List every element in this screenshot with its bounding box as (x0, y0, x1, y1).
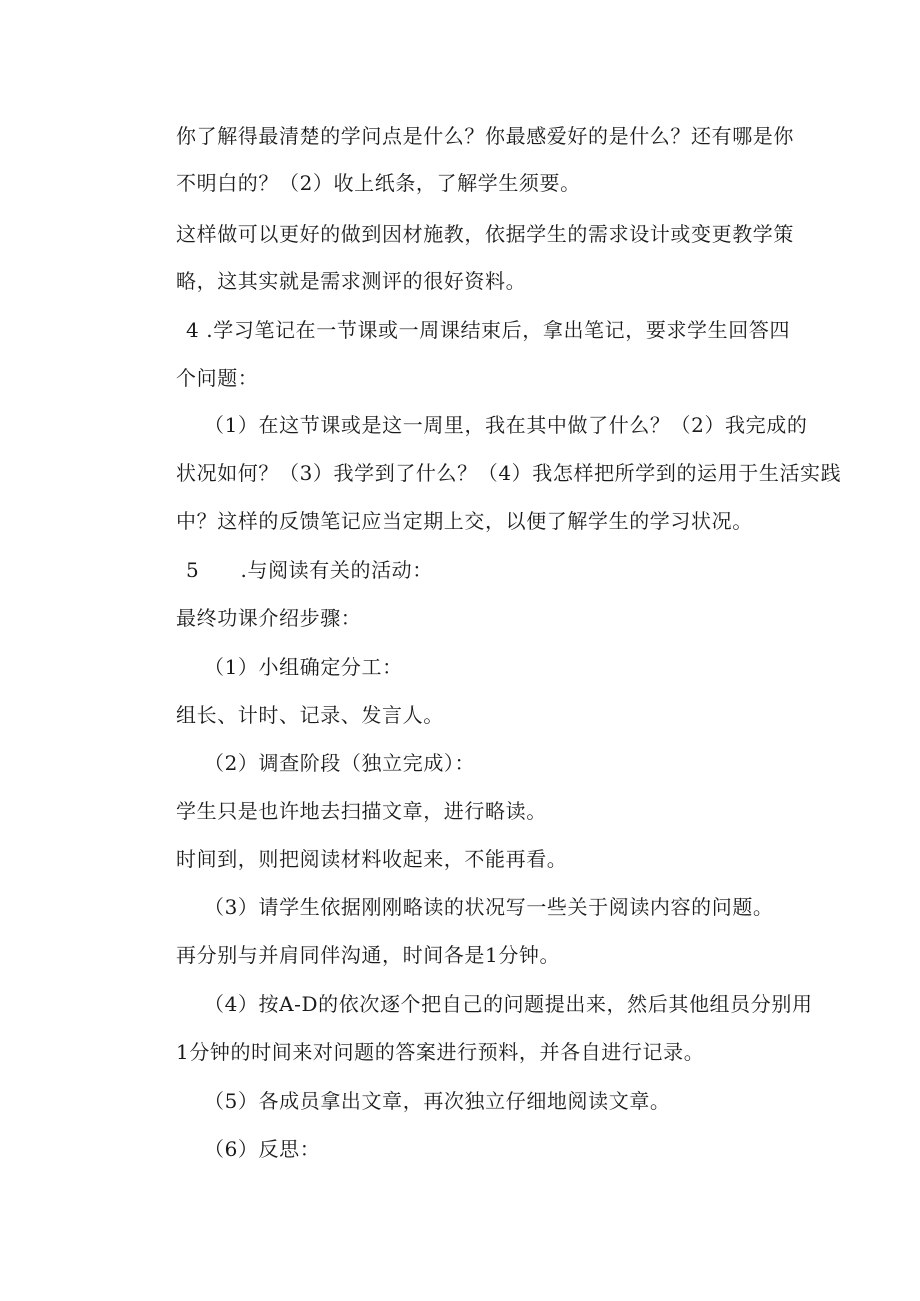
text-line: 1分钟的时间来对问题的答案进行预料，并各自进行记录。 (176, 1040, 705, 1064)
text-line: 5 .与阅读有关的活动： (186, 558, 433, 582)
text-line: 不明白的？（2）收上纸条，了解学生须要。 (176, 171, 581, 195)
text-line: 时间到，则把阅读材料收起来，不能再看。 (176, 847, 568, 871)
text-line: （3）请学生依据刚刚略读的状况写一些关于阅读内容的问题。 (204, 895, 774, 919)
text-line: （4）按A-D的依次逐个把自己的问题提出来，然后其他组员分别用 (204, 992, 813, 1016)
text-line: 学生只是也许地去扫描文章，进行略读。 (176, 799, 547, 823)
text-line: 4 .学习笔记在一节课或一周课结束后，拿出笔记，要求学生回答四 (186, 318, 791, 342)
text-line: 最终功课介绍步骤： (176, 606, 362, 630)
text-line: （1）小组确定分工： (204, 655, 403, 679)
text-line: 你了解得最清楚的学问点是什么？你最感爱好的是什么？还有哪是你 (176, 124, 794, 148)
text-line: 这样做可以更好的做到因材施教，依据学生的需求设计或变更教学策 (176, 222, 794, 246)
text-line: 中？这样的反馈笔记应当定期上交，以便了解学生的学习状况。 (176, 509, 753, 533)
text-line: 略，这其实就是需求测评的很好资料。 (176, 269, 527, 293)
text-line: （6）反思： (204, 1137, 321, 1161)
text-line: （5）各成员拿出文章，再次独立仔细地阅读文章。 (204, 1089, 671, 1113)
text-line: （2）调查阶段（独立完成）： (204, 751, 476, 775)
text-line: 组长、计时、记录、发言人。 (176, 703, 444, 727)
text-line: （1）在这节课或是这一周里，我在其中做了什么？（2）我完成的 (204, 413, 808, 437)
text-line: 再分别与并肩同伴沟通，时间各是1分钟。 (176, 943, 561, 967)
text-line: 个问题： (176, 366, 259, 390)
text-line: 状况如何？（3）我学到了什么？（4）我怎样把所学到的运用于生活实践 (176, 461, 842, 485)
